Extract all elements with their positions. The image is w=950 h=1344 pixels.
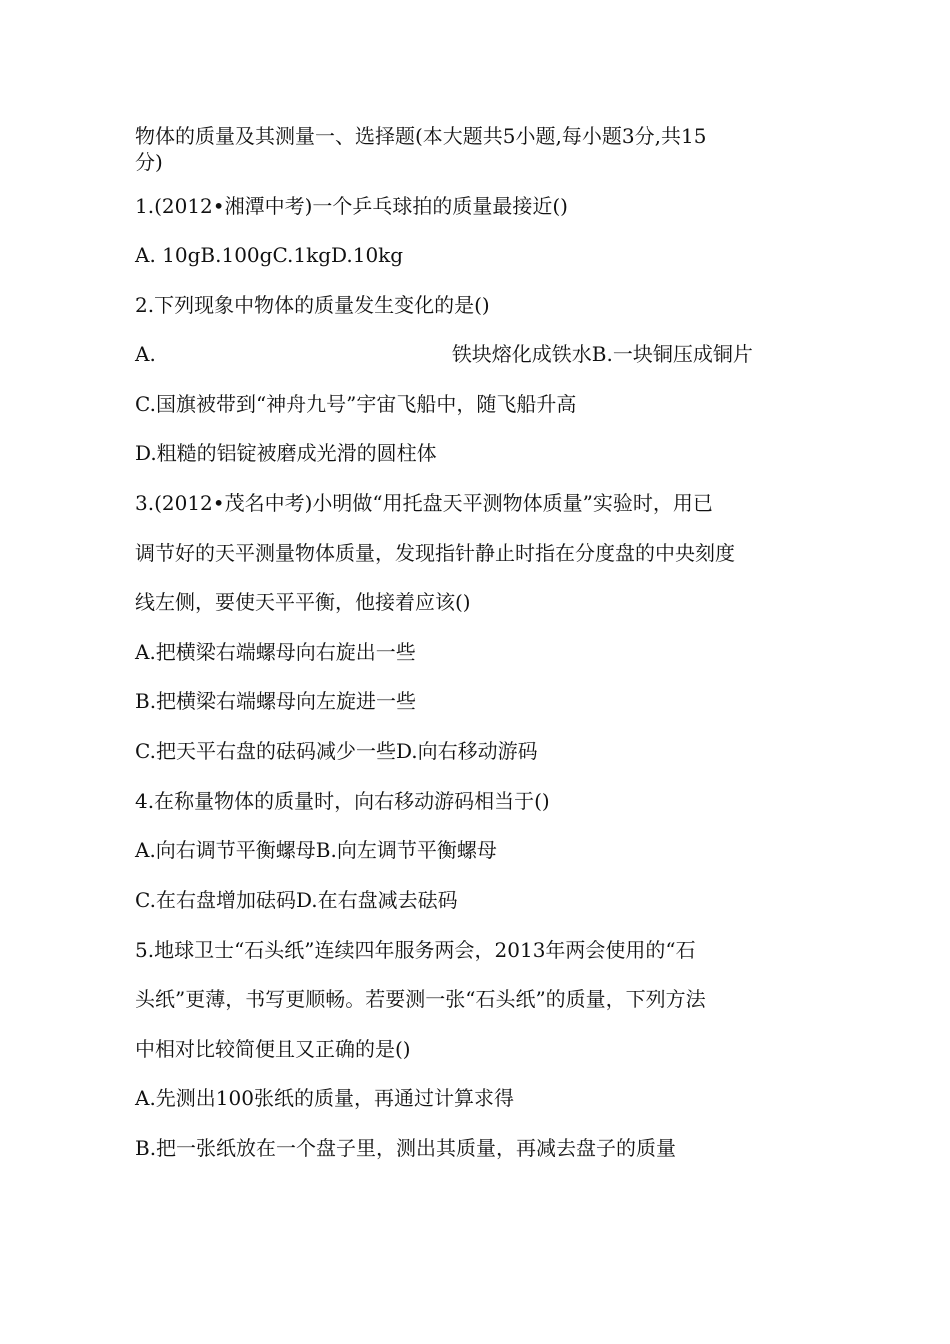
question-3-stem-line-3: 线左侧，要使天平平衡，他接着应该()	[135, 590, 471, 614]
question-3-stem-line-2: 调节好的天平测量物体质量，发现指针静止时指在分度盘的中央刻度	[135, 541, 735, 565]
question-2-stem: 2.下列现象中物体的质量发生变化的是()	[135, 293, 490, 317]
question-2-option-a-b	[135, 342, 815, 366]
question-5-stem-line-3: 中相对比较简便且又正确的是()	[135, 1037, 411, 1061]
section-title-line-1: 物体的质量及其测量一、选择题(本大题共5小题,每小题3分,共15	[135, 124, 707, 148]
question-4-option-c-d: C.在右盘增加砝码D.在右盘减去砝码	[135, 888, 458, 912]
question-3-option-c-d: C.把天平右盘的砝码减少一些D.向右移动游码	[135, 739, 538, 763]
section-title-line-2: 分)	[135, 150, 163, 174]
question-3-option-a: A.把横梁右端螺母向右旋出一些	[135, 640, 416, 664]
question-2-option-d: D.粗糙的铝锭被磨成光滑的圆柱体	[135, 441, 437, 465]
question-1-stem: 1.(2012•湘潭中考)一个乒乓球拍的质量最接近()	[135, 194, 568, 218]
question-3-stem-line-1: 3.(2012•茂名中考)小明做“用托盘天平测物体质量”实验时，用已	[135, 491, 713, 515]
question-3-option-b: B.把横梁右端螺母向左旋进一些	[135, 689, 417, 713]
question-5-option-a: A.先测出100张纸的质量，再通过计算求得	[135, 1086, 514, 1110]
question-2-option-a-label: A.	[135, 342, 156, 366]
question-4-stem: 4.在称量物体的质量时，向右移动游码相当于()	[135, 789, 550, 813]
question-5-stem-line-2: 头纸”更薄，书写更顺畅。若要测一张“石头纸”的质量，下列方法	[135, 987, 706, 1011]
question-2-option-c: C.国旗被带到“神舟九号”宇宙飞船中，随飞船升高	[135, 392, 577, 416]
question-5-stem-line-1: 5.地球卫士“石头纸”连续四年服务两会，2013年两会使用的“石	[135, 938, 696, 962]
question-5-option-b: B.把一张纸放在一个盘子里，测出其质量，再减去盘子的质量	[135, 1136, 677, 1160]
question-1-options: A. 10gB.100gC.1kgD.10kg	[135, 243, 404, 267]
question-4-option-a-b: A.向右调节平衡螺母B.向左调节平衡螺母	[135, 838, 497, 862]
question-2-option-a-b-text: 铁块熔化成铁水B.一块铜压成铜片	[451, 342, 753, 366]
